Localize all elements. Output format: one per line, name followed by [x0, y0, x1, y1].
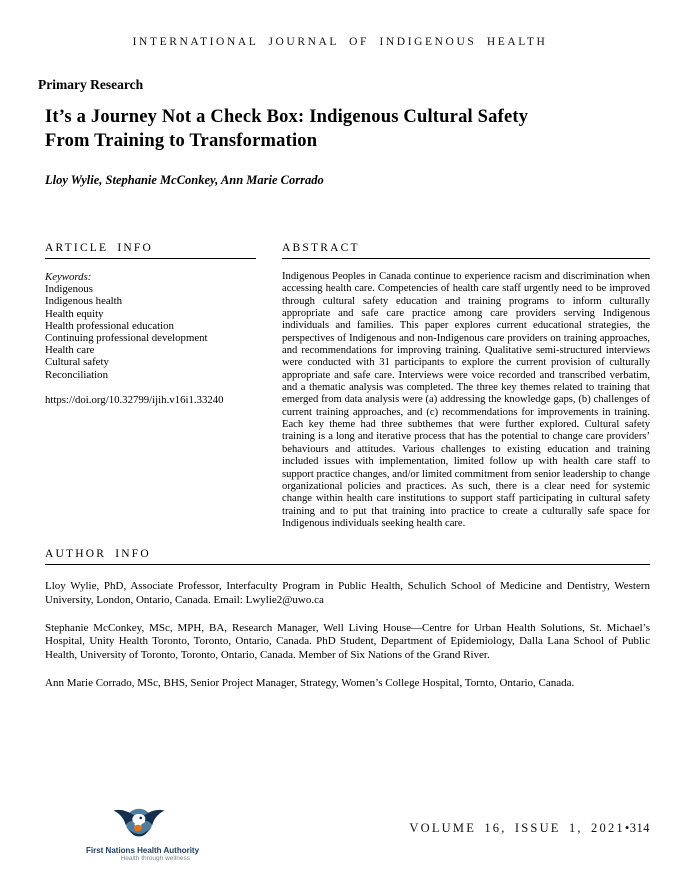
author-info-section — [45, 548, 650, 691]
article-title — [45, 106, 645, 153]
fnha-bird-icon — [110, 804, 168, 844]
fnha-logo-tagline: Health through wellness — [120, 855, 190, 862]
section-label: Primary Research — [38, 77, 144, 92]
fnha-logo-name: First Nations Health Authority — [86, 846, 200, 855]
keywords-label: Keywords: — [45, 271, 92, 283]
keyword-item: Health care — [45, 344, 95, 357]
article-title-line2: From Training to Transformation — [45, 130, 318, 151]
article-authors: Lloy Wylie, Stephanie McConkey, Ann Marie Corrado — [45, 173, 324, 187]
author-bio: Stephanie McConkey, MSc, MPH, BA, Research Manager, Well Living House—Centre for Urban Health Solutions, St. Michael’s Hospital, Unity Health Toronto, Toronto, Ontario, Canada. PhD Student, Department of Epidemiology, Dalla Lana School of Public Health, University of Toronto, Toronto, Ontario, Canada. Member of Six Nations of the Grand River. — [45, 621, 650, 662]
abstract-heading: ABSTRACT — [282, 242, 650, 259]
article-title-line1: It’s a Journey Not a Check Box: Indigenous Cultural Safety — [45, 107, 529, 127]
author-bio: Lloy Wylie, PhD, Associate Professor, Interfaculty Program in Public Health, Schulich School of Medicine and Dentistry, Western University, London, Ontario, Canada. Email: Lwylie2@uwo.ca — [45, 580, 650, 606]
keyword-item: Indigenous — [45, 283, 93, 296]
abstract-column — [282, 242, 650, 530]
volume-issue-text: VOLUME 16, ISSUE 1, 2021 — [409, 821, 625, 835]
keyword-item: Health equity — [45, 307, 104, 320]
journal-masthead: INTERNATIONAL JOURNAL OF INDIGENOUS HEALTH — [132, 36, 548, 48]
abstract-text: Indigenous Peoples in Canada continue to experience racism and discrimination when accessing health care. Competencies of health care staff urgently need to be improved through cultural safety education and training programs to inform culturally appropriate and safe care practice among care providers serving Indigenous individuals and families. This paper explores current educational strategies, the perspectives of Indigenous and non-Indigenous care providers on training approaches, and recommendations for improving training. Qualitative semi-structured interviews were conducted with 31 participants to explore the current provision of culturally appropriate and safe care. Interviews were voice recorded and transcribed verbatim, and a thematic analysis was completed. The three key themes related to training that emerged from data analysis were (a) addressing the knowledge gaps, (b) challenges of current training approaches, and (c) recommendations for improvements in training. Each key theme had three subthemes that were further explored. Cultural safety training is a long and iterative process that has the potential to change care providers’ behaviours and attitudes. Various challenges to existing education and training included issues with implementation, limited follow up with health care staff to support practice changes, and/or limited commitment from senior leadership to change organizational policies and practices. As such, there is a clear need for systemic change within health care institutions to support staff participating in cultural safety training and to put that training into practice to create a culturally safe space for Indigenous individuals seeking health care. — [282, 271, 650, 529]
keyword-item: Reconciliation — [45, 368, 108, 381]
keyword-item: Indigenous health — [45, 295, 123, 308]
keyword-item: Cultural safety — [45, 356, 109, 369]
author-info-heading: AUTHOR INFO — [45, 548, 650, 565]
article-info-column — [45, 242, 256, 530]
info-columns — [45, 242, 650, 530]
keyword-item: Health professional education — [45, 319, 174, 332]
author-bio: Ann Marie Corrado, MSc, BHS, Senior Project Manager, Strategy, Women’s College Hospital, Tornto, Ontario, Canada. — [45, 676, 575, 689]
page-number: •314 — [624, 821, 650, 835]
doi-link: https://doi.org/10.32799/ijih.v16i1.33240 — [45, 393, 224, 406]
volume-issue-line — [409, 821, 650, 836]
column-gap — [256, 242, 282, 530]
fnha-logo — [86, 804, 200, 862]
keyword-item: Continuing professional development — [45, 332, 208, 345]
article-info-heading: ARTICLE INFO — [45, 242, 256, 259]
